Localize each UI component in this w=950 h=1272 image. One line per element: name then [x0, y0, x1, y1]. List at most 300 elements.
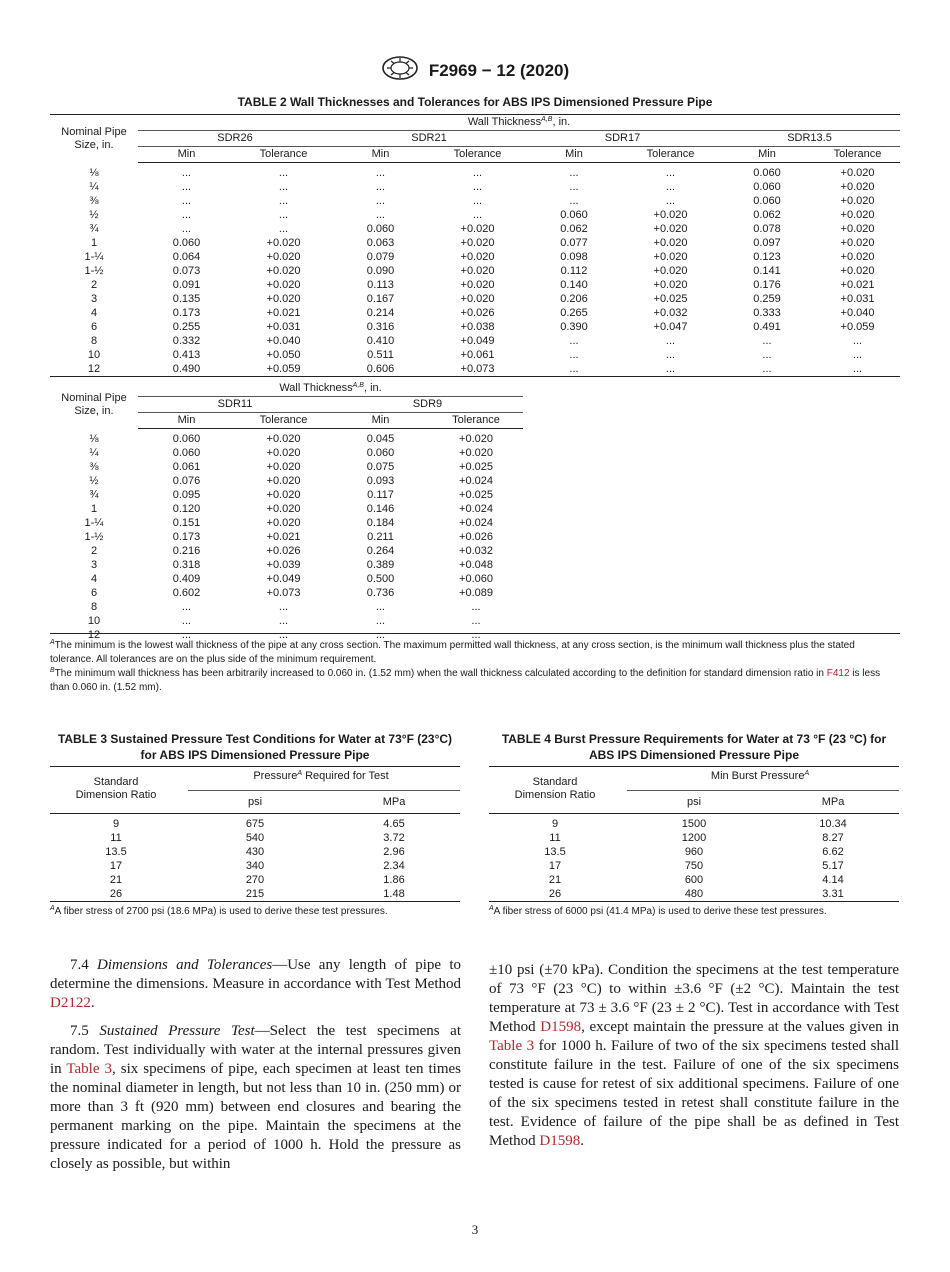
- row-label-cell: 21: [109, 874, 123, 886]
- row-label-cell: ⅛: [89, 432, 99, 445]
- table-cell: +0.040: [840, 307, 875, 319]
- ref-link-table3[interactable]: Table 3: [489, 1038, 535, 1054]
- table-cell: 0.606: [332, 362, 429, 377]
- table-cell: +0.020: [653, 209, 688, 221]
- t2b-sdr-header: SDR9: [332, 397, 523, 413]
- table-cell: ...: [569, 349, 579, 361]
- table-cell: 0.184: [366, 517, 395, 529]
- table-cell: ...: [375, 615, 386, 627]
- table-cell: +0.025: [459, 461, 493, 473]
- table-cell: 340: [245, 860, 265, 872]
- table-cell: +0.020: [840, 251, 875, 263]
- table2-bottom-rule: [50, 633, 900, 634]
- table-cell: 0.076: [172, 475, 201, 487]
- table-cell: 10.34: [819, 818, 847, 830]
- row-label-cell: ⅛: [89, 166, 99, 179]
- table-row: [50, 530, 523, 544]
- t2b-tol-header: Tolerance: [235, 413, 332, 429]
- table-cell: +0.020: [653, 223, 688, 235]
- table-row: [50, 194, 900, 208]
- table-row: [50, 306, 900, 320]
- ref-link-d1598[interactable]: D1598: [540, 1019, 582, 1035]
- t2a-tol-header: Tolerance: [235, 147, 332, 163]
- table-cell: 0.120: [172, 503, 201, 515]
- table-cell: ...: [278, 601, 289, 613]
- table-cell: ...: [569, 167, 579, 179]
- table-cell: +0.020: [653, 279, 688, 291]
- table-cell: ...: [471, 601, 481, 613]
- table-cell: 0.078: [753, 223, 781, 235]
- t2a-sdr-header: SDR13.5: [719, 131, 900, 147]
- table-row: [50, 831, 460, 845]
- table-cell: 1.86: [383, 874, 405, 886]
- row-label-cell: 26: [50, 887, 182, 902]
- t2a-wall-header: Wall Thickness$^{A,B}$, in.: [138, 115, 900, 131]
- table2-footnote-a: $^A$The minimum is the lowest wall thickness of the pipe at any cross section. The maximum permitted wall thickness, at any cross section, is the minimum wall thickness plus the stated tolerance. All tolerances are on the plus side of the minimum requirement.: [50, 639, 855, 665]
- table-cell: 0.135: [172, 293, 201, 305]
- row-label-cell: 1: [90, 237, 98, 249]
- t2a-sdr-header: SDR26: [138, 131, 332, 147]
- table-cell: ...: [665, 181, 676, 193]
- row-label-cell: 3: [90, 559, 98, 571]
- table-cell: ...: [815, 362, 900, 377]
- table-cell: 0.077: [560, 237, 588, 249]
- table-cell: +0.020: [460, 265, 495, 277]
- table-cell: 0.413: [172, 349, 201, 361]
- table-cell: 0.141: [753, 265, 781, 277]
- table2-part1: [50, 114, 900, 377]
- table-cell: 0.206: [560, 293, 588, 305]
- t2a-nominal-header: Nominal Pipe Size, in.: [50, 115, 138, 163]
- table-cell: ...: [278, 209, 289, 221]
- table-cell: 430: [245, 846, 265, 858]
- t4-pressure-header: Min Burst Pressure$^A$: [621, 767, 899, 792]
- body-column-right: [489, 961, 899, 1160]
- table-cell: ...: [471, 629, 481, 641]
- table-cell: 0.060: [560, 209, 588, 221]
- table3-footnote: $^A$A fiber stress of 2700 psi (18.6 MPa) is used to derive these test pressures.: [50, 905, 388, 917]
- t2b-sdr-header: SDR11: [138, 397, 332, 413]
- table-cell: +0.020: [266, 503, 301, 515]
- table-cell: +0.020: [266, 293, 301, 305]
- table-cell: +0.020: [266, 461, 301, 473]
- table-cell: 0.259: [753, 293, 781, 305]
- table-cell: 1.48: [328, 887, 460, 902]
- table-cell: +0.024: [459, 503, 493, 515]
- table-cell: +0.039: [266, 559, 301, 571]
- table-row: [50, 236, 900, 250]
- table-cell: +0.020: [840, 265, 875, 277]
- table-cell: 675: [245, 818, 265, 830]
- table-row: [50, 516, 523, 530]
- table-cell: ...: [181, 629, 192, 641]
- page-number: 3: [471, 1222, 479, 1237]
- table-cell: ...: [569, 181, 579, 193]
- table-row: [50, 460, 523, 474]
- table-cell: +0.048: [459, 559, 493, 571]
- ref-link-d1598[interactable]: D1598: [539, 1133, 581, 1149]
- row-label-cell: 10: [87, 615, 101, 627]
- row-label-cell: 1-½: [84, 531, 104, 543]
- table-cell: ...: [278, 167, 289, 179]
- row-label-cell: 1-¼: [84, 251, 104, 263]
- table-cell: +0.020: [840, 167, 875, 179]
- table-cell: 0.060: [753, 167, 781, 179]
- table-cell: ...: [278, 195, 289, 207]
- table-cell: 0.045: [366, 433, 395, 445]
- row-label-cell: 9: [551, 818, 559, 830]
- table-cell: 0.389: [366, 559, 395, 571]
- table-cell: 0.060: [366, 447, 395, 459]
- table-row: [50, 488, 523, 502]
- table-cell: ...: [665, 195, 676, 207]
- table-cell: 4.65: [383, 818, 405, 830]
- table-cell: +0.026: [460, 307, 495, 319]
- row-label-cell: ⅜: [89, 461, 99, 473]
- t2b-min-header: Min: [138, 413, 235, 429]
- table-cell: 0.491: [753, 321, 781, 333]
- table-cell: 0.075: [366, 461, 395, 473]
- table-row: [50, 250, 900, 264]
- t2b-nominal-header: Nominal Pipe Size, in.: [61, 391, 127, 417]
- table-row: [50, 558, 523, 572]
- table-row: [50, 180, 900, 194]
- table-cell: 0.167: [366, 293, 395, 305]
- table-cell: ...: [762, 349, 772, 361]
- table-cell: ...: [375, 601, 386, 613]
- table-cell: +0.020: [266, 279, 301, 291]
- t2a-min-header: Min: [719, 147, 815, 163]
- table-cell: 0.602: [172, 587, 201, 599]
- table-cell: 0.063: [366, 237, 395, 249]
- table-cell: 0.211: [367, 531, 394, 543]
- table-cell: ...: [665, 335, 676, 347]
- row-label-cell: 8: [90, 601, 98, 613]
- table-cell: +0.020: [840, 181, 875, 193]
- table-cell: +0.032: [653, 307, 688, 319]
- row-label-cell: 12: [87, 629, 101, 641]
- table-row: [50, 474, 523, 488]
- row-label-cell: 10: [87, 349, 101, 361]
- table-cell: 960: [684, 846, 704, 858]
- table-cell: 0.064: [172, 251, 201, 263]
- table-cell: 0.060: [366, 223, 395, 235]
- table-cell: ...: [181, 223, 192, 235]
- section-7-5: 7.5 Sustained Pressure Test—Select the test specimens at random. Test individually with water at the internal pressures given in Table 3, six specimens of pipe, each specimen at least ten times the nominal diameter in length, but not less than 10 in. (250 mm) or more than 3 ft (920 mm) between end closures and bearing the permanent marking on the pipe. Maintain the specimens at the pressure indicated for a period of 1000 h. Hold the pressure as closely as possible, but within: [50, 1023, 461, 1172]
- table-cell: 0.073: [172, 265, 201, 277]
- table-cell: +0.020: [840, 195, 875, 207]
- table-row: [50, 362, 900, 377]
- t3-mpa-header: MPa: [328, 791, 460, 814]
- table-cell: +0.020: [653, 251, 688, 263]
- table-cell: 2.34: [383, 860, 405, 872]
- table-row: [50, 859, 460, 873]
- table-row: [489, 831, 899, 845]
- table-cell: 0.098: [560, 251, 588, 263]
- row-label-cell: 4: [90, 573, 98, 585]
- table-cell: +0.073: [429, 362, 526, 377]
- table-cell: 0.255: [172, 321, 201, 333]
- section-7-4: 7.4 Dimensions and Tolerances—Use any length of pipe to determine the dimensions. Measure in accordance with Test Method D2122.: [50, 957, 462, 1011]
- table-cell: ...: [569, 335, 579, 347]
- table-cell: 0.410: [366, 335, 395, 347]
- t4-sdr-header: Standard Dimension Ratio: [489, 767, 621, 814]
- table-cell: +0.049: [266, 573, 301, 585]
- row-label-cell: 13.5: [544, 846, 566, 858]
- table-cell: +0.020: [266, 237, 301, 249]
- table-row: [50, 222, 900, 236]
- t2b-wall-header: Wall Thickness$^{A,B}$, in.: [138, 381, 523, 397]
- table-cell: 0.097: [753, 237, 781, 249]
- row-label-cell: 12: [50, 362, 138, 377]
- row-label-cell: ¾: [89, 489, 99, 501]
- table-row: [50, 278, 900, 292]
- table-cell: 0.151: [172, 517, 201, 529]
- table-cell: +0.032: [459, 545, 493, 557]
- table-cell: ...: [375, 195, 386, 207]
- table-cell: ...: [665, 349, 676, 361]
- table-row: [489, 887, 899, 902]
- table-cell: +0.049: [460, 335, 495, 347]
- table-row: [50, 614, 523, 628]
- table-cell: +0.047: [653, 321, 688, 333]
- table-cell: 0.265: [560, 307, 588, 319]
- table-cell: +0.020: [653, 265, 688, 277]
- row-label-cell: 6: [90, 587, 98, 599]
- table-cell: 600: [684, 874, 704, 886]
- table-row: [50, 814, 460, 832]
- table-row: [50, 600, 523, 614]
- document-designation: F2969 − 12 (2020): [428, 60, 570, 80]
- table-row: [50, 845, 460, 859]
- table-cell: 0.173: [172, 531, 201, 543]
- table-cell: 270: [245, 874, 265, 886]
- table-cell: +0.073: [266, 587, 301, 599]
- table-cell: ...: [472, 209, 483, 221]
- table-row: [50, 586, 523, 600]
- t2a-tol-header: Tolerance: [815, 147, 900, 163]
- table-cell: +0.020: [460, 279, 495, 291]
- table-cell: +0.024: [459, 517, 493, 529]
- table-row: [50, 334, 900, 348]
- ref-link-d2122[interactable]: D2122: [50, 995, 91, 1011]
- table-cell: ...: [622, 362, 719, 377]
- table-cell: +0.031: [840, 293, 875, 305]
- table-cell: 6.62: [822, 846, 844, 858]
- table-cell: +0.020: [460, 237, 495, 249]
- table-row: [50, 572, 523, 586]
- table2-title: TABLE 2 Wall Thicknesses and Tolerances for ABS IPS Dimensioned Pressure Pipe: [237, 95, 713, 109]
- table-cell: +0.020: [266, 433, 301, 445]
- table-cell: +0.061: [460, 349, 495, 361]
- table-cell: ...: [278, 181, 289, 193]
- row-label-cell: 1-¼: [84, 517, 104, 529]
- row-label-cell: 2: [90, 279, 98, 291]
- table-cell: ...: [181, 209, 192, 221]
- row-label-cell: 8: [90, 335, 98, 347]
- table-cell: ...: [375, 181, 386, 193]
- row-label-cell: 9: [112, 818, 120, 830]
- table-cell: +0.020: [266, 447, 301, 459]
- table2-footnote-b: $^B$The minimum wall thickness has been arbitrarily increased to 0.060 in. (1.52 mm) when the wall thickness calculated according to the definition for standard dimension ratio in F412 is less than 0.060 in. (1.52 mm).: [50, 667, 881, 693]
- row-label-cell: 26: [489, 887, 621, 902]
- row-label-cell: 17: [109, 860, 123, 872]
- table-cell: +0.020: [266, 489, 301, 501]
- table-cell: 3.31: [767, 887, 899, 902]
- table-cell: 215: [182, 887, 328, 902]
- table-cell: ...: [665, 167, 676, 179]
- table-cell: 1500: [681, 818, 707, 830]
- table-cell: +0.089: [459, 587, 493, 599]
- table-cell: 0.062: [753, 209, 781, 221]
- table-cell: ...: [852, 349, 863, 361]
- table-cell: 0.146: [366, 503, 395, 515]
- table-cell: +0.059: [840, 321, 875, 333]
- table-cell: ...: [181, 601, 192, 613]
- table-row: [50, 320, 900, 334]
- row-label-cell: 6: [90, 321, 98, 333]
- table-cell: 540: [245, 832, 265, 844]
- table-cell: ...: [762, 335, 772, 347]
- table-row: [50, 264, 900, 278]
- table-cell: +0.024: [459, 475, 493, 487]
- table-cell: +0.038: [460, 321, 495, 333]
- table-cell: ...: [852, 335, 863, 347]
- table-cell: 0.061: [172, 461, 201, 473]
- astm-logo-icon: [381, 56, 419, 85]
- table-cell: +0.020: [840, 209, 875, 221]
- table-cell: +0.020: [266, 265, 301, 277]
- table-cell: +0.021: [266, 531, 301, 543]
- table4-footnote: $^A$A fiber stress of 6000 psi (41.4 MPa) is used to derive these test pressures.: [489, 905, 827, 917]
- row-label-cell: 13.5: [105, 846, 127, 858]
- t2a-min-header: Min: [332, 147, 429, 163]
- row-label-cell: 4: [90, 307, 98, 319]
- table-cell: 0.173: [172, 307, 201, 319]
- table-cell: 0.113: [367, 279, 394, 291]
- table-cell: 0.123: [753, 251, 781, 263]
- table-cell: 0.060: [753, 195, 781, 207]
- table-cell: ...: [569, 195, 579, 207]
- table-cell: 0.176: [753, 279, 781, 291]
- table-row: [50, 887, 460, 902]
- row-label-cell: 11: [549, 832, 561, 844]
- table-row: [489, 814, 899, 832]
- table-cell: ...: [278, 615, 289, 627]
- table-cell: +0.031: [266, 321, 301, 333]
- t2a-min-header: Min: [526, 147, 622, 163]
- table4-title: TABLE 4 Burst Pressure Requirements for Water at 73 °F (23 °C) for ABS IPS Dimensioned Pressure Pipe: [501, 732, 887, 762]
- table-cell: +0.025: [653, 293, 688, 305]
- table-row: [50, 163, 900, 181]
- table-row: [489, 845, 899, 859]
- table-cell: 0.090: [366, 265, 395, 277]
- table-cell: +0.025: [459, 489, 493, 501]
- table-row: [50, 348, 900, 362]
- table-row: [50, 873, 460, 887]
- table-cell: 0.333: [753, 307, 781, 319]
- table-cell: +0.020: [266, 475, 301, 487]
- table-cell: 0.112: [560, 265, 588, 277]
- row-label-cell: 1: [90, 503, 98, 515]
- t3-sdr-header: Standard Dimension Ratio: [50, 767, 182, 814]
- row-label-cell: ⅜: [89, 195, 99, 207]
- row-label-cell: 21: [548, 874, 562, 886]
- table-cell: +0.020: [840, 223, 875, 235]
- t2a-tol-header: Tolerance: [622, 147, 719, 163]
- table-row: [50, 429, 523, 447]
- table-cell: ...: [278, 223, 289, 235]
- table-cell: 750: [684, 860, 704, 872]
- table-cell: 0.093: [366, 475, 395, 487]
- table-cell: ...: [181, 615, 192, 627]
- table-row: [50, 502, 523, 516]
- row-label-cell: 17: [548, 860, 562, 872]
- row-label-cell: ¼: [89, 181, 99, 193]
- table-cell: 0.490: [138, 362, 235, 377]
- ref-link-table3[interactable]: Table 3: [66, 1061, 112, 1077]
- t2a-min-header: Min: [138, 147, 235, 163]
- table-cell: 0.511: [367, 349, 394, 361]
- table-cell: ...: [719, 362, 815, 377]
- t3-psi-header: psi: [182, 791, 328, 814]
- t2a-sdr-header: SDR21: [332, 131, 526, 147]
- row-label-cell: 1-½: [84, 265, 104, 277]
- table-cell: 0.264: [366, 545, 395, 557]
- table-cell: ...: [181, 195, 192, 207]
- table-cell: ...: [472, 195, 483, 207]
- table-cell: 3.72: [383, 832, 405, 844]
- table-cell: ...: [472, 167, 483, 179]
- row-label-cell: 2: [90, 545, 98, 557]
- ref-link-f412[interactable]: F412: [826, 668, 850, 679]
- table-cell: ...: [375, 629, 386, 641]
- row-label-cell: ¾: [89, 223, 99, 235]
- table-cell: 0.214: [366, 307, 395, 319]
- table-cell: 0.390: [560, 321, 588, 333]
- table-cell: 0.409: [172, 573, 201, 585]
- table-row: [50, 446, 523, 460]
- table-cell: 0.095: [172, 489, 201, 501]
- table-cell: ...: [181, 167, 192, 179]
- table-cell: 0.316: [366, 321, 395, 333]
- table-cell: +0.059: [235, 362, 332, 377]
- table-row: [50, 208, 900, 222]
- table2-part2: [50, 381, 523, 642]
- t4-mpa-header: MPa: [767, 791, 899, 814]
- table-cell: +0.020: [460, 251, 495, 263]
- table3-title: TABLE 3 Sustained Pressure Test Conditions for Water at 73°F (23°C) for ABS IPS Dimensioned Pressure Pipe: [57, 732, 453, 762]
- table-cell: ...: [375, 167, 386, 179]
- table-cell: +0.021: [840, 279, 875, 291]
- table-cell: +0.040: [266, 335, 301, 347]
- table-cell: +0.020: [460, 223, 495, 235]
- table-cell: 0.060: [172, 433, 201, 445]
- table-cell: +0.020: [459, 433, 493, 445]
- section-7-5-continued: ±10 psi (±70 kPa). Condition the specimens at the test temperature of 73 °F (23 °C) to within ±3.6 °F (±2 °C). Maintain the test temperature at 73 ± 3.6 °F (23 ± 2 °C). Test in accordance with Test Method D1598, except maintain the pressure at the values given in Table 3 for 1000 h. Failure of two of the six specimens tested shall constitute failure in the test. Failure of one of the six specimens tested is cause for retest of six additional specimens. Failure of one of the six specimens tested in retest shall constitute failure in the test. Evidence of failure of the pipe shall be as defined in Test Method D1598.: [489, 962, 899, 1149]
- table-cell: +0.060: [459, 573, 493, 585]
- table-cell: 0.079: [366, 251, 395, 263]
- body-column-left: [50, 956, 461, 1183]
- table-cell: 1200: [681, 832, 707, 844]
- table-cell: 0.091: [172, 279, 201, 291]
- table-cell: 0.060: [172, 237, 201, 249]
- table3: [50, 766, 460, 902]
- table-cell: +0.021: [266, 307, 301, 319]
- table-row: [50, 544, 523, 558]
- table-cell: +0.020: [840, 237, 875, 249]
- row-label-cell: ½: [89, 475, 99, 487]
